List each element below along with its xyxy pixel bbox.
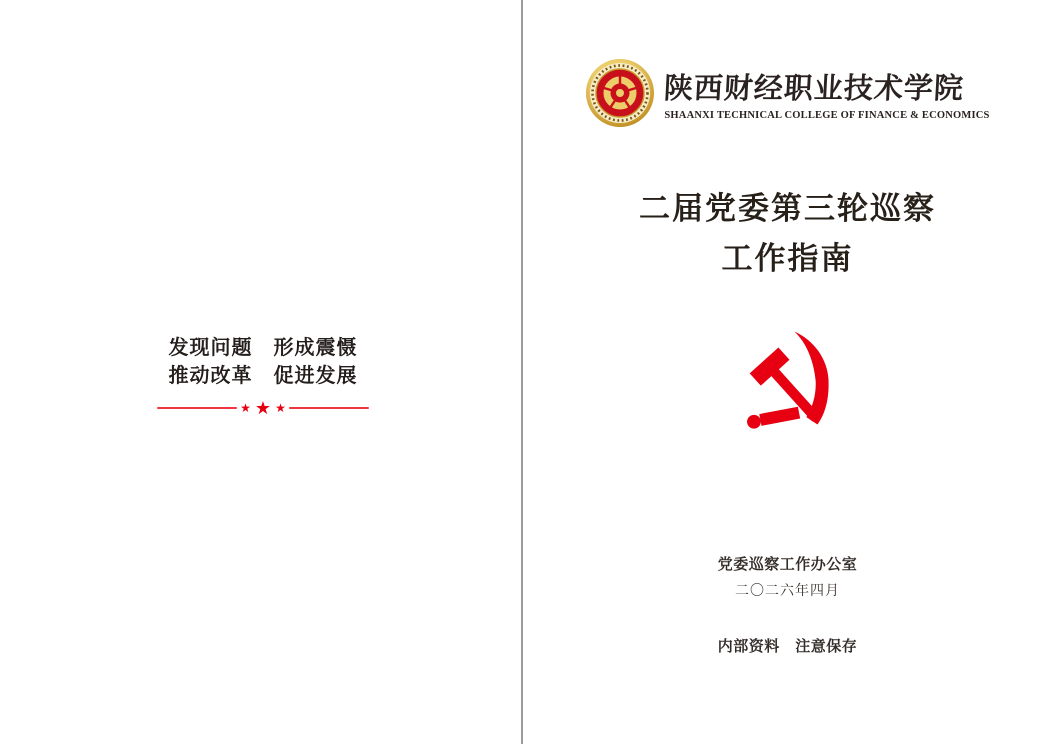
- star-icon: ★: [254, 398, 272, 418]
- college-header: [524, 58, 1051, 128]
- confidential-notice: 内部资料 注意保存: [717, 639, 858, 655]
- cover-title-line-2: 工作指南: [721, 241, 854, 276]
- slogan-line-2: 推动改革 促进发展: [168, 365, 358, 387]
- cover-title: [524, 184, 1051, 284]
- college-seal-icon: [585, 58, 655, 128]
- star-divider: [116, 399, 410, 417]
- cover-title-line-1: 二届党委第三轮巡察: [639, 191, 936, 226]
- college-name-cn: 陕西财经职业技术学院: [663, 72, 966, 105]
- slogan-line-1: 发现问题 形成震慑: [168, 337, 358, 359]
- page-spine-divider: [521, 0, 523, 744]
- star-icon: ★: [275, 401, 286, 415]
- red-rule-left: [157, 407, 237, 409]
- party-emblem-icon: [742, 329, 834, 429]
- college-name-en: SHAANXI TECHNICAL COLLEGE OF FINANCE & ECONOMICS: [664, 109, 990, 121]
- date-line: 二〇二六年四月: [735, 584, 840, 599]
- college-name-block: [664, 66, 989, 121]
- slogan-block: [116, 334, 410, 417]
- emblem-container: [524, 329, 1051, 429]
- star-icon: ★: [240, 401, 251, 415]
- red-rule-right: [289, 407, 369, 409]
- publisher-line: 党委巡察工作办公室: [717, 557, 858, 573]
